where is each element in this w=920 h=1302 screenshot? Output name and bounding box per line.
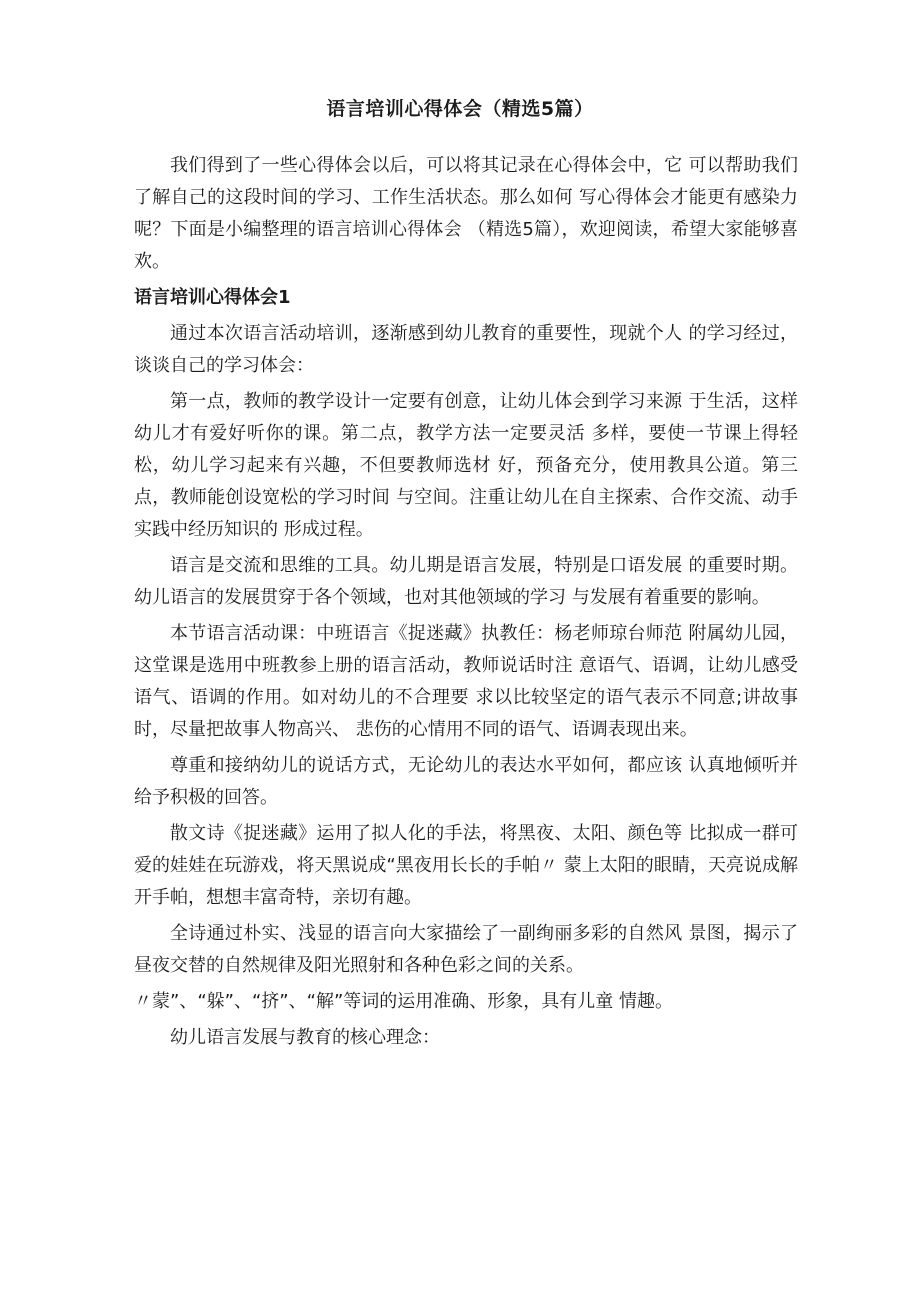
last-paragraph: 幼儿语言发展与教育的核心理念： <box>170 1027 440 1048</box>
intro-paragraph: 我们得到了一些心得体会以后，可以将其记录在心得体会中，它 可以帮助我们了解自己的这段时间的学习、工作生活状态。那么如何 写心得体会才能更有感染力呢？下面是小编整理的语言培训心得体会 （精选5篇），欢迎阅读，希望大家能够喜欢。 <box>134 155 798 272</box>
body-paragraph-3: 语言是交流和思维的工具。幼儿期是语言发展，特别是口语发展 的重要时期。幼儿语言的发展贯穿于各个领域，也对其他领域的学习 与发展有着重要的影响。 <box>134 555 798 608</box>
note-line: 〃蒙”、“躲”、“挤”、“解”等词的运用准确、形象，具有儿童 情趣。 <box>134 991 673 1012</box>
body-paragraph-5: 尊重和接纳幼儿的说话方式，无论幼儿的表达水平如何，都应该 认真地倾听并给予积极的回答。 <box>134 755 798 808</box>
body-paragraph-2: 第一点，教师的教学设计一定要有创意，让幼儿体会到学习来源 于生活，这样幼儿才有爱好听你的课。第二点，教学方法一定要灵活 多样，要使一节课上得轻松，幼儿学习起来有兴趣，不但要教师选材 好，预备充分，使用教具公道。第三点，教师能创设宽松的学习时间 与空间。注重让幼儿在自主探索、合作交流、动手实践中经历知识的 形成过程。 <box>134 391 798 540</box>
body-paragraph-7: 全诗通过朴实、浅显的语言向大家描绘了一副绚丽多彩的自然风 景图，揭示了昼夜交替的自然规律及阳光照射和各种色彩之间的关系。 <box>134 923 798 976</box>
document-body <box>134 150 798 1058</box>
section-heading: 语言培训心得体会1 <box>134 287 291 308</box>
body-paragraph-4: 本节语言活动课：中班语言《捉迷藏》执教任：杨老师琼台师范 附属幼儿园，这堂课是选用中班教参上册的语言活动，教师说话时注 意语气、语调，让幼儿感受语气、语调的作用。如对幼儿的不合理要 求以比较坚定的语气表示不同意;讲故事时，尽量把故事人物高兴、 悲伤的心情用不同的语气、语调表现出来。 <box>134 623 798 740</box>
body-paragraph-6: 散文诗《捉迷藏》运用了拟人化的手法，将黑夜、太阳、颜色等 比拟成一群可爱的娃娃在玩游戏，将天黑说成“黑夜用长长的手帕〃 蒙上太阳的眼睛，天亮说成解开手帕，想想丰富奇特，亲切有趣。 <box>134 823 798 908</box>
document-title: 语言培训心得体会（精选5篇） <box>326 98 594 120</box>
body-paragraph-1: 通过本次语言活动培训，逐渐感到幼儿教育的重要性，现就个人 的学习经过，谈谈自己的学习体会： <box>134 323 798 376</box>
